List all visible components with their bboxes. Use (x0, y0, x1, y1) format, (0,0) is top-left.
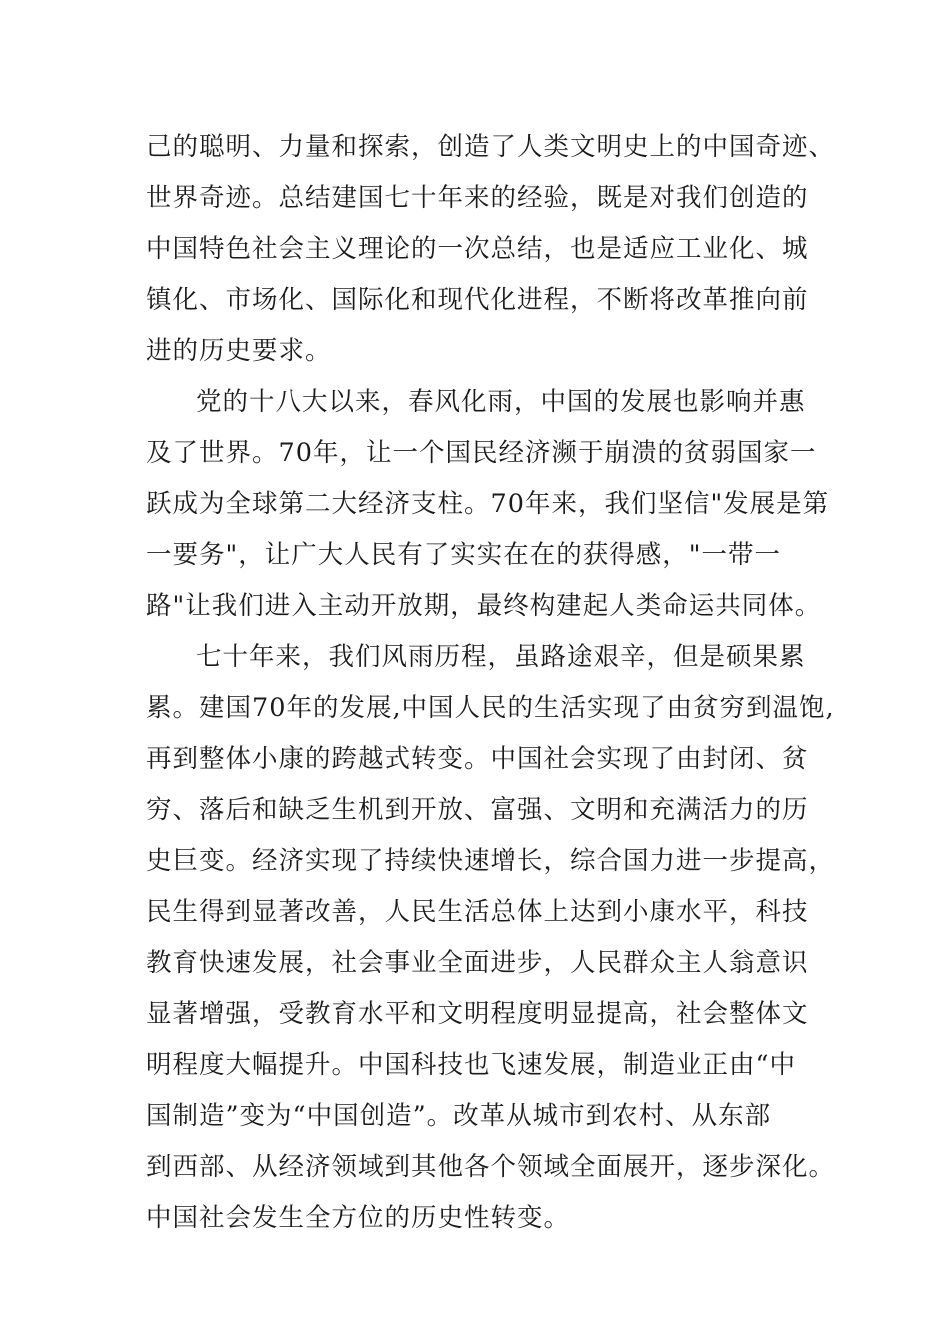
text-line: 及了世界。70年，让一个国民经济濒于崩溃的贫弱国家一 (146, 438, 817, 468)
text-line: 镇化、市场化、国际化和现代化进程，不断将改革推向前 (146, 285, 809, 315)
text-line: 明程度大幅提升。中国科技也飞速发展，制造业正由“中 (146, 1050, 797, 1080)
text-line: 显著增强，受教育水平和文明程度明显提高，社会整体文 (146, 999, 809, 1029)
paragraph-3 (146, 638, 836, 1250)
text-line: 己的聪明、力量和探索，创造了人类文明史上的中国奇迹、 (146, 132, 836, 162)
body-text (146, 128, 836, 1250)
text-line: 到西部、从经济领域到其他各个领域全面展开，逐步深化。 (146, 1152, 836, 1182)
text-line: 民生得到显著改善，人民生活总体上达到小康水平，科技 (146, 897, 809, 927)
text-line: 再到整体小康的跨越式转变。中国社会实现了由封闭、贫 (146, 744, 809, 774)
paragraph-1 (146, 128, 836, 383)
text-line: 教育快速发展，社会事业全面进步，人民群众主人翁意识 (146, 948, 809, 978)
text-line: 国制造”变为“中国创造”。改革从城市到农村、从东部 (146, 1101, 772, 1131)
paragraph-2 (146, 383, 830, 638)
text-line: 世界奇迹。总结建国七十年来的经验，既是对我们创造的 (146, 183, 809, 213)
text-line: 党的十八大以来，春风化雨，中国的发展也影响并惠 (196, 387, 806, 417)
text-line: 跃成为全球第二大经济支柱。70年来，我们坚信"发展是第 (146, 489, 830, 519)
text-line: 中国特色社会主义理论的一次总结，也是适应工业化、城 (146, 234, 809, 264)
text-line: 七十年来，我们风雨历程，虽路途艰辛，但是硕果累 (196, 642, 806, 672)
text-line: 中国社会发生全方位的历史性转变。 (146, 1203, 571, 1233)
text-line: 进的历史要求。 (146, 336, 332, 366)
text-line: 路"让我们进入主动开放期，最终构建起人类命运共同体。 (146, 591, 822, 621)
text-line: 累。建国70年的发展,中国人民的生活实现了由贫穷到温饱, (146, 693, 835, 723)
text-line: 一要务"，让广大人民有了实实在在的获得感，"一带一 (146, 540, 781, 570)
text-line: 穷、落后和缺乏生机到开放、富强、文明和充满活力的历 (146, 795, 809, 825)
text-line: 史巨变。经济实现了持续快速增长，综合国力进一步提高， (146, 846, 836, 876)
